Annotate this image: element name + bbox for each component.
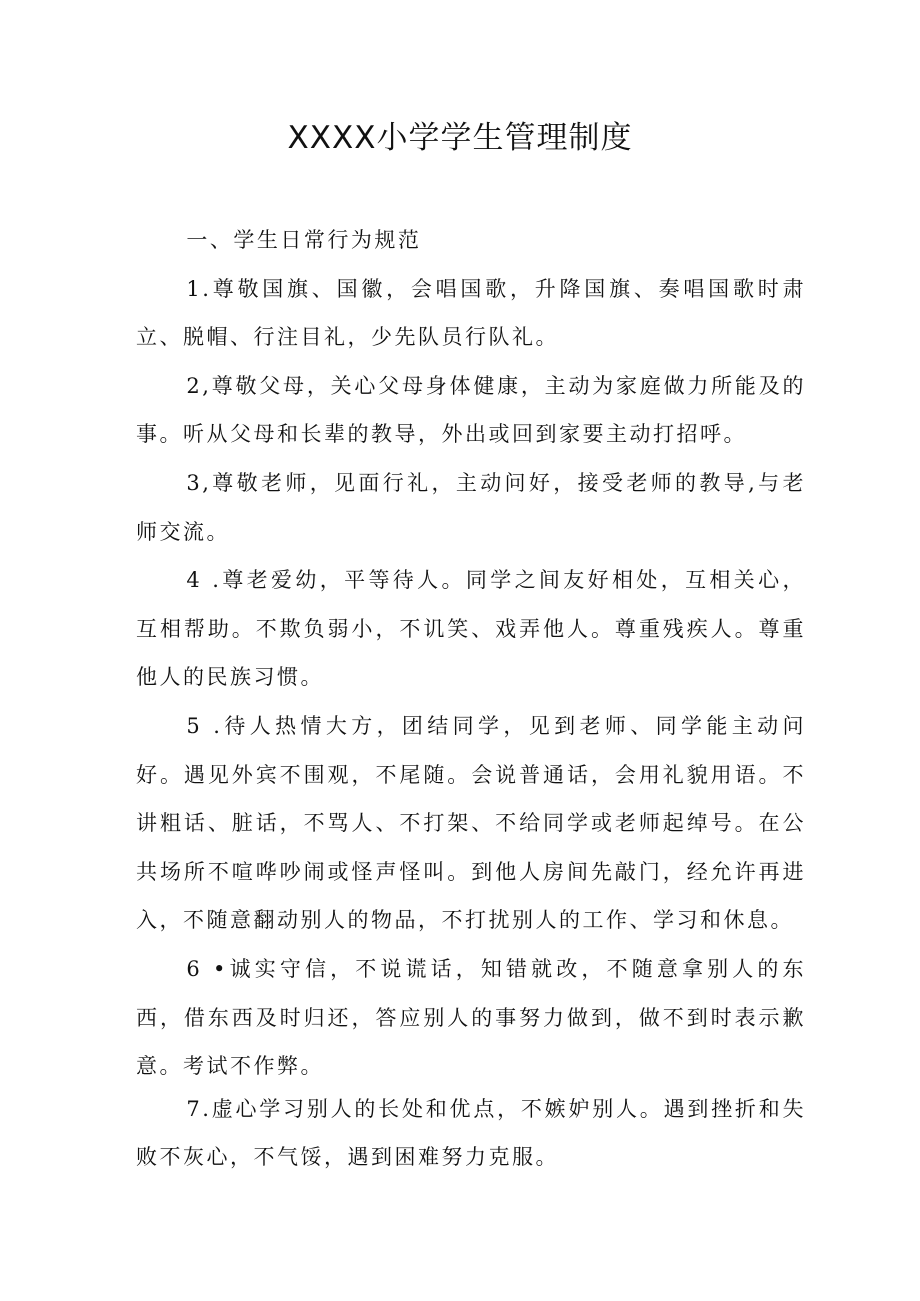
rule-paragraph-7: 7.虚心学习别人的长处和优点，不嫉妒别人。遇到挫折和失败不灰心，不气馁，遇到困难努力克服。: [136, 1096, 806, 1170]
rule-paragraph-1: 1.尊敬国旗、国徽，会唱国歌，升降国旗、奏唱国歌时肃立、脱帽、行注目礼，少先队员行队礼。: [136, 276, 806, 350]
rule-paragraph-2: 2,尊敬父母，关心父母身体健康，主动为家庭做力所能及的事。听从父母和长辈的教导，外出或回到家要主动打招呼。: [136, 373, 806, 447]
rule-paragraph-3: 3,尊敬老师，见面行礼，主动问好，接受老师的教导,与老师交流。: [136, 470, 806, 544]
rule-paragraph-5: 5 .待人热情大方，团结同学，见到老师、同学能主动问好。遇见外宾不围观，不尾随。会说普通话，会用礼貌用语。不讲粗话、脏话，不骂人、不打架、不给同学或老师起绰号。在公共场所不喧哗吵闹或怪声怪叫。到他人房间先敲门，经允许再进入，不随意翻动别人的物品，不打扰别人的工作、学习和休息。: [136, 713, 806, 933]
rule-paragraph-6: 6 •诚实守信，不说谎话，知错就改，不随意拿别人的东西，借东西及时归还，答应别人的事努力做到，做不到时表示歉意。考试不作弊。: [136, 956, 806, 1079]
section-heading: 一、学生日常行为规范: [186, 228, 422, 252]
document-body: [136, 216, 806, 1182]
rule-paragraph-4: 4 .尊老爱幼，平等待人。同学之间友好相处，互相关心，互相帮助。不欺负弱小，不讥笑、戏弄他人。尊重残疾人。尊重他人的民族习惯。: [136, 568, 806, 690]
document-title: XXXX小学学生管理制度: [287, 120, 633, 156]
